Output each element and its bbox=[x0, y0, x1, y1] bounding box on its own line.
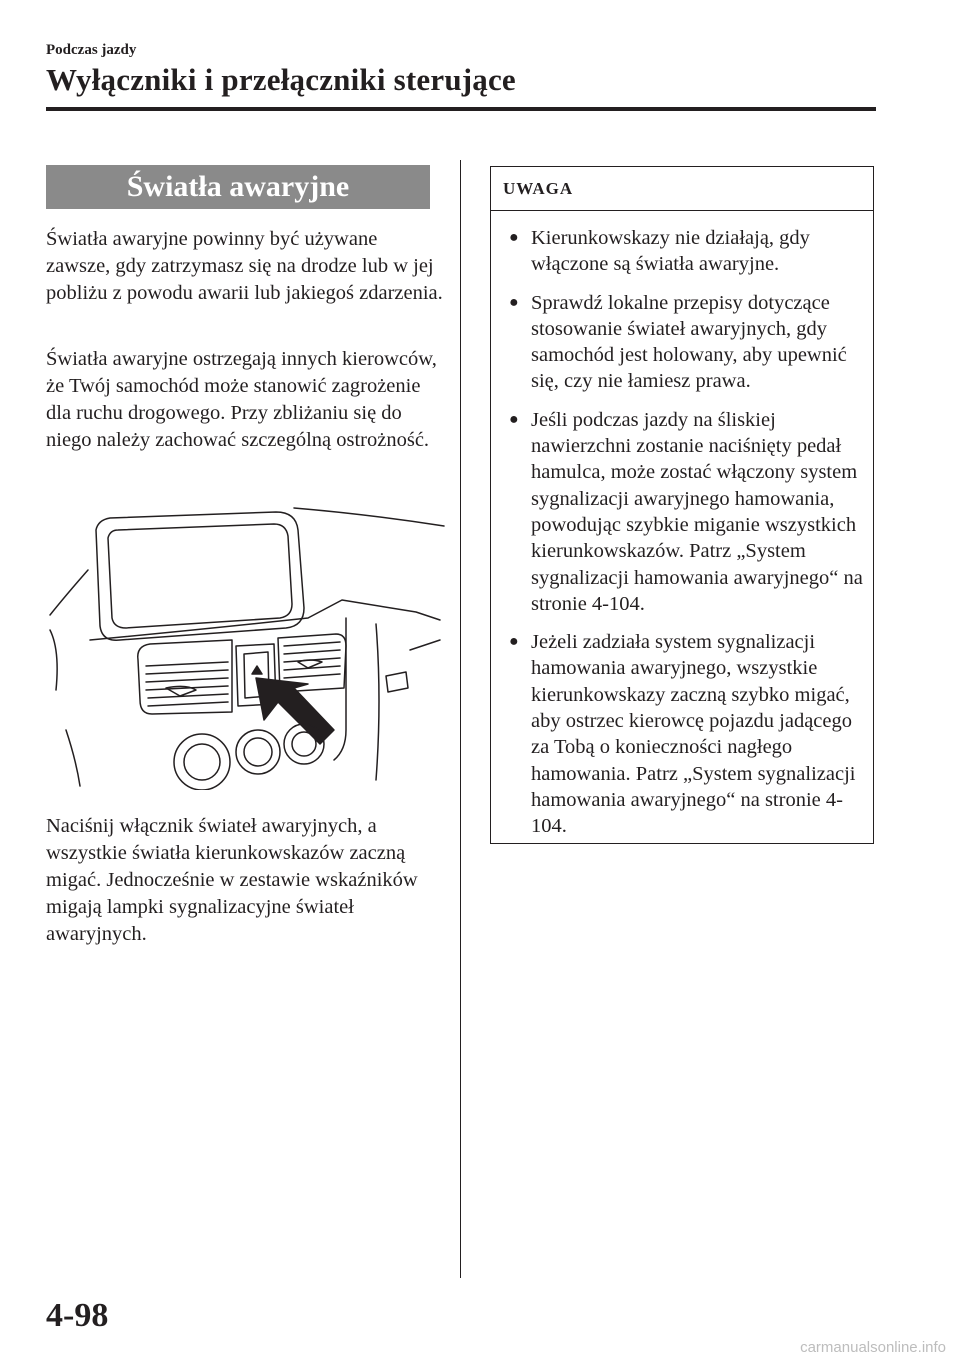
bullet-icon: ● bbox=[509, 229, 519, 246]
section-title: Światła awaryjne bbox=[46, 165, 430, 209]
note-item bbox=[505, 225, 865, 278]
note-box bbox=[490, 166, 874, 844]
paragraph-usage: Światła awaryjne powinny być używane zawsze, gdy zatrzymasz się na drodze lub w jej pobliżu z powodu awarii lub jakiegoś zdarzenia. bbox=[46, 228, 443, 304]
note-item-text: Jeżeli zadziała system sygnalizacji hamowania awaryjnego, wszystkie kierunkowskazy zaczną szybko migać, aby ostrzec kierowcę pojazdu jadącego za Tobą o konieczności nagłego hamowania. Patrz „System sygnalizacji hamowania awaryjnego“ na stronie 4-104. bbox=[531, 631, 856, 838]
page-number: 4-98 bbox=[46, 1297, 109, 1334]
note-item bbox=[505, 290, 865, 395]
header-rule bbox=[46, 107, 876, 111]
paragraph-operation: Naciśnij włącznik świateł awaryjnych, a wszystkie światła kierunkowskazów zaczną migać. Jednocześnie w zestawie wskaźników migają lampki sygnalizacyjne świateł awaryjnych. bbox=[46, 815, 418, 945]
note-list bbox=[491, 211, 873, 840]
bullet-icon: ● bbox=[509, 410, 519, 428]
paragraph-warning: Światła awaryjne ostrzegają innych kierowców, że Twój samochód może stanowić zagrożenie dla ruchu drogowego. Przy zbliżaniu się do niego należy zachować szczególną ostrożność. bbox=[46, 348, 437, 451]
note-item-text: Kierunkowskazy nie działają, gdy włączone są światła awaryjne. bbox=[531, 227, 810, 276]
bullet-icon: ● bbox=[509, 293, 519, 311]
note-item-text: Sprawdź lokalne przepisy dotyczące stosowanie świateł awaryjnych, gdy samochód jest holowany, aby upewnić się, czy nie łamiesz prawa. bbox=[531, 291, 847, 393]
watermark: carmanualsonline.info bbox=[800, 1339, 946, 1356]
bullet-icon: ● bbox=[509, 633, 519, 651]
column-divider bbox=[460, 160, 461, 1278]
hazard-switch-illustration bbox=[46, 500, 452, 790]
chapter-label: Podczas jazdy bbox=[46, 42, 137, 58]
note-heading: UWAGA bbox=[491, 167, 873, 211]
note-item bbox=[505, 407, 865, 617]
note-item-text: Jeśli podczas jazdy na śliskiej nawierzchni zostanie naciśnięty pedał hamulca, może zostać włączony system sygnalizacji awaryjnego hamowania, powodując szybkie miganie wszystkich kierunkowskazów. Patrz „System sygnalizacji hamowania awaryjnego“ na stronie 4-104. bbox=[531, 408, 863, 615]
page-title: Wyłączniki i przełączniki sterujące bbox=[46, 62, 516, 97]
note-item bbox=[505, 629, 865, 839]
